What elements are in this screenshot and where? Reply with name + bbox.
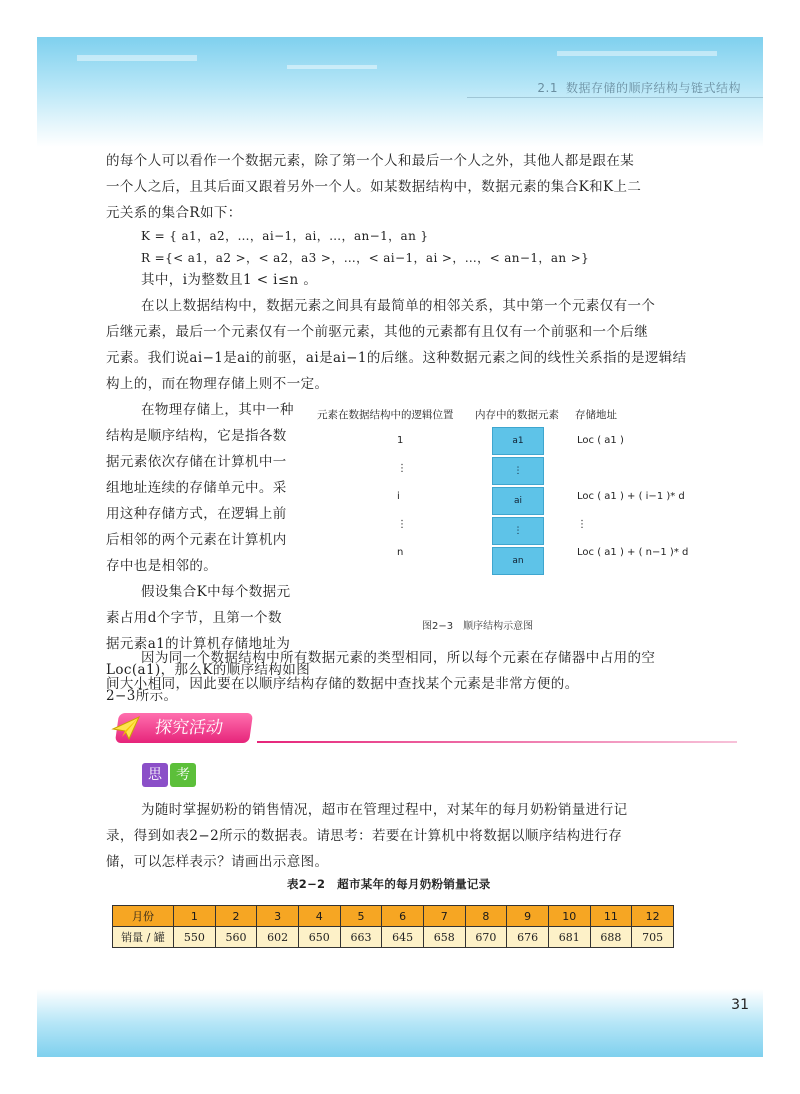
figure-caption: 图2−3 顺序结构示意图 [422, 621, 534, 632]
para3-line: 后相邻的两个元素在计算机内 [106, 532, 287, 548]
para4-line: 2−3所示。 [106, 688, 178, 704]
para5-line2: 间大小相同，因此要在以顺序结构存储的数据中查找某个元素是非常方便的。 [106, 676, 579, 692]
activity-line3: 储，可以怎样表示？请画出示意图。 [106, 854, 329, 870]
activity-title: 探究活动 [153, 718, 225, 738]
memory-cell: ⋮ [492, 517, 544, 545]
para4-line: 假设集合K中每个数据元 [141, 584, 291, 600]
where-line: 其中，i为整数且1 < i≤n 。 [141, 272, 318, 288]
sales-cell: 670 [465, 927, 507, 948]
section-title: 数据存储的顺序结构与链式结构 [565, 81, 741, 95]
sales-cell: 550 [174, 927, 216, 948]
sales-cell: 705 [632, 927, 674, 948]
para3-line: 在物理存储上，其中一种 [141, 402, 294, 418]
address-label: Loc ( a1 ) + ( i−1 )* d [577, 491, 685, 502]
table-caption: 表2−2 超市某年的每月奶粉销量记录 [287, 877, 491, 891]
running-header [537, 79, 741, 96]
memory-cell: an [492, 547, 544, 575]
activity-banner [107, 713, 327, 747]
sales-cell: 658 [423, 927, 465, 948]
address-label: Loc ( a1 ) + ( n−1 )* d [577, 547, 689, 558]
think-char-1: 思 [142, 763, 168, 787]
month-cell: 3 [257, 906, 299, 927]
para2-line1: 在以上数据结构中，数据元素之间具有最简单的相邻关系，其中第一个元素仅有一个 [141, 298, 656, 314]
footer-band [37, 989, 763, 1057]
activity-line2: 录，得到如表2−2所示的数据表。请思考：若要在计算机中将数据以顺序结构进行存 [106, 828, 623, 844]
section-number: 2.1 [537, 81, 558, 95]
address-label: ⋮ [577, 519, 587, 530]
header-rule [467, 97, 763, 98]
logic-position: 1 [397, 435, 404, 446]
sales-cell: 560 [215, 927, 257, 948]
logic-position: n [397, 547, 404, 558]
para3-line: 用这种存储方式，在逻辑上前 [106, 506, 287, 522]
page-number: 31 [731, 997, 749, 1013]
para1-line3: 元关系的集合R如下： [106, 205, 242, 221]
address-label: Loc ( a1 ) [577, 435, 624, 446]
textbook-page [37, 37, 763, 1057]
month-cell: 7 [423, 906, 465, 927]
month-cell: 10 [548, 906, 590, 927]
table-header-row [113, 906, 674, 927]
memory-column [492, 427, 544, 577]
activity-line1: 为随时掌握奶粉的销售情况，超市在管理过程中，对某年的每月奶粉销量进行记 [141, 802, 628, 818]
memory-cell: ⋮ [492, 457, 544, 485]
memory-cell: a1 [492, 427, 544, 455]
sales-cell: 602 [257, 927, 299, 948]
month-cell: 1 [174, 906, 216, 927]
sales-cell: 650 [298, 927, 340, 948]
para4-line: 素占用d个字节，且第一个数 [106, 610, 282, 626]
think-char-2: 考 [170, 763, 196, 787]
sales-cell: 676 [507, 927, 549, 948]
banner-rule [257, 741, 737, 743]
month-cell: 4 [298, 906, 340, 927]
month-cell: 9 [507, 906, 549, 927]
logic-position: i [397, 491, 400, 502]
para3-line: 存中也是相邻的。 [106, 558, 218, 574]
month-cell: 12 [632, 906, 674, 927]
set-k: K = { a1，a2，…，ai−1，ai，…，an−1，an } [141, 229, 429, 243]
para3-line: 组地址连续的存储单元中。采 [106, 480, 287, 496]
month-cell: 6 [382, 906, 424, 927]
sales-cell: 688 [590, 927, 632, 948]
para2-line2: 后继元素，最后一个元素仅有一个前驱元素，其他的元素都有且仅有一个前驱和一个后继 [106, 324, 649, 340]
header-cell: 月份 [113, 906, 174, 927]
month-cell: 11 [590, 906, 632, 927]
para4-line: Loc(a1)，那么K的顺序结构如图 [106, 662, 311, 678]
para3-line: 据元素依次存储在计算机中一 [106, 454, 287, 470]
memory-cell: ai [492, 487, 544, 515]
diagram-col-memory: 内存中的数据元素 [475, 409, 559, 421]
sales-cell: 681 [548, 927, 590, 948]
month-cell: 8 [465, 906, 507, 927]
para2-line3: 元素。我们说ai−1是ai的前驱，ai是ai−1的后继。这种数据元素之间的线性关系指的是逻辑结 [106, 350, 687, 366]
para4-line: 据元素a1的计算机存储地址为 [106, 636, 291, 652]
sales-table [112, 905, 674, 948]
paper-plane-icon [111, 715, 141, 741]
para2-line4: 构上的，而在物理存储上则不一定。 [106, 376, 329, 392]
month-cell: 2 [215, 906, 257, 927]
table-row [113, 927, 674, 948]
think-badge [142, 763, 198, 789]
sales-cell: 645 [382, 927, 424, 948]
month-cell: 5 [340, 906, 382, 927]
logic-position: ⋮ [397, 463, 407, 474]
diagram-col-logic: 元素在数据结构中的逻辑位置 [317, 409, 454, 421]
row-label-cell: 销量 / 罐 [113, 927, 174, 948]
diagram-col-address: 存储地址 [575, 409, 617, 421]
logic-position: ⋮ [397, 519, 407, 530]
para1-line2: 一个人之后，且其后面又跟着另外一个人。如某数据结构中，数据元素的集合K和K上二 [106, 179, 642, 195]
para5-line1: 因为同一个数据结构中所有数据元素的类型相同，所以每个元素在存储器中占用的空 [141, 650, 656, 666]
sales-cell: 663 [340, 927, 382, 948]
para1-line1: 的每个人可以看作一个数据元素，除了第一个人和最后一个人之外，其他人都是跟在某 [106, 153, 635, 169]
para3-line: 结构是顺序结构，它是指各数 [106, 428, 287, 444]
sequential-structure-diagram [317, 401, 697, 631]
set-r: R ={< a1，a2 >，< a2，a3 >，…，< ai−1，ai >，…，< an−1，an >} [141, 251, 590, 265]
